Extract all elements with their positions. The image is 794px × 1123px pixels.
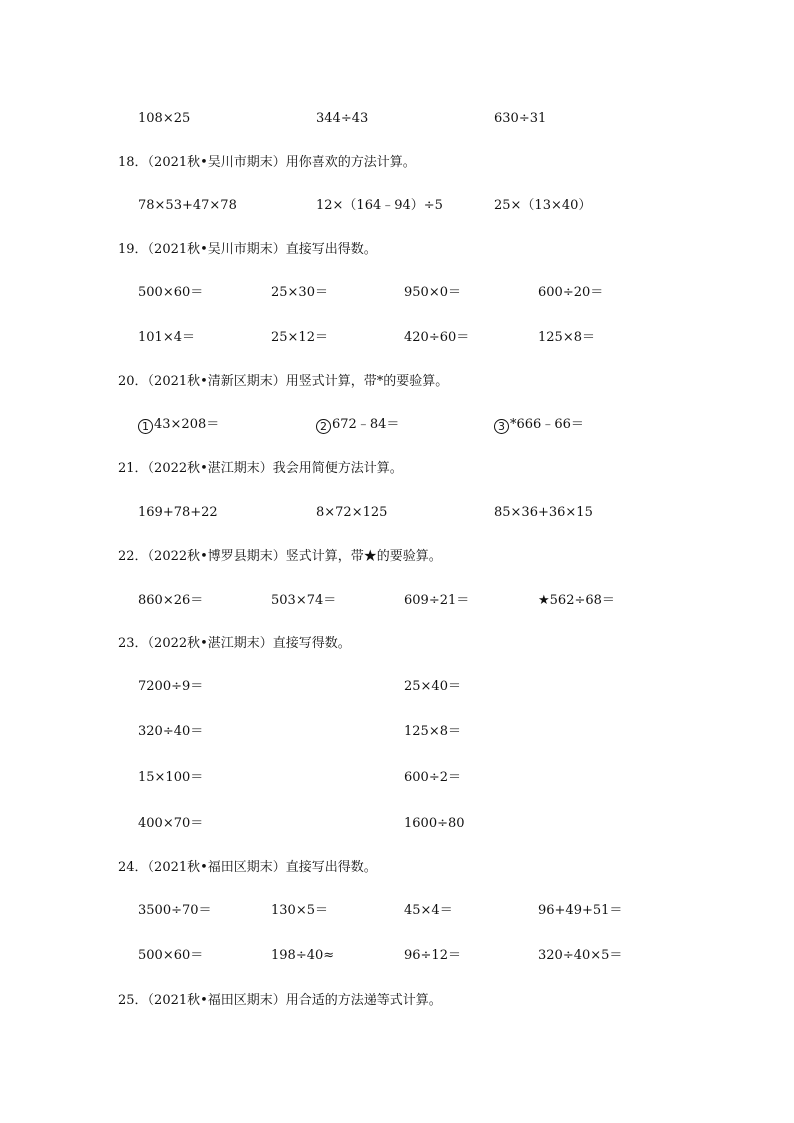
- expr-344d43: 344÷43: [316, 111, 369, 126]
- circled-number-icon: 2: [316, 419, 331, 434]
- q19-expr: 25×30＝: [271, 285, 328, 300]
- q24-expr: 198÷40≈: [271, 948, 335, 963]
- q19-expr: 101×4＝: [138, 330, 195, 345]
- q24-expr: 3500÷70＝: [138, 903, 212, 918]
- q19-expr: 420÷60＝: [404, 330, 470, 345]
- q21-expr: 8×72×125: [316, 505, 388, 520]
- q20-expr: 672﹣84＝: [332, 417, 400, 432]
- q21-expr: 169+78+22: [138, 505, 218, 520]
- q20-item-1: [138, 417, 219, 434]
- q24-expr: 45×4＝: [404, 903, 453, 918]
- q18-expr-1: 78×53+47×78: [138, 198, 237, 213]
- q21-expr: 85×36+36×15: [494, 505, 593, 520]
- q24-expr: 320÷40×5＝: [538, 948, 623, 963]
- circled-number-icon: 3: [494, 419, 509, 434]
- expr-630d31: 630÷31: [494, 111, 547, 126]
- q23-expr: 320÷40＝: [138, 724, 204, 739]
- q23-expr: 7200÷9＝: [138, 679, 204, 694]
- q20-expr: *666﹣66＝: [510, 417, 584, 432]
- q19-expr: 500×60＝: [138, 285, 204, 300]
- q22-expr: 860×26＝: [138, 593, 204, 608]
- q24-expr: 96+49+51＝: [538, 903, 623, 918]
- q23-expr: 600÷2＝: [404, 770, 461, 785]
- q24-expr: 130×5＝: [271, 903, 328, 918]
- q24-expr: 500×60＝: [138, 948, 204, 963]
- question-18-title: 18．（2021秋•吴川市期末）用你喜欢的方法计算。: [118, 155, 416, 170]
- question-20-title: 20．（2021秋•清新区期末）用竖式计算，带*的要验算。: [118, 374, 449, 389]
- star-icon: ★: [538, 593, 550, 608]
- q19-expr: 600÷20＝: [538, 285, 604, 300]
- q22-expr: 503×74＝: [271, 593, 337, 608]
- q19-expr: 25×12＝: [271, 330, 328, 345]
- question-22-title: 22．（2022秋•博罗县期末）竖式计算，带★的要验算。: [118, 549, 442, 564]
- expr-108x25: 108×25: [138, 111, 191, 126]
- circled-number-icon: 1: [138, 419, 153, 434]
- q19-expr: 125×8＝: [538, 330, 595, 345]
- q23-expr: 15×100＝: [138, 770, 204, 785]
- q20-item-3: [494, 417, 584, 434]
- question-23-title: 23．（2022秋•湛江期末）直接写得数。: [118, 636, 351, 651]
- q24-expr: 96÷12＝: [404, 948, 461, 963]
- q18-expr-3: 25×（13×40）: [494, 198, 592, 213]
- q18-expr-2: 12×（164﹣94）÷5: [316, 198, 443, 213]
- q20-expr: 43×208＝: [154, 417, 220, 432]
- question-19-title: 19．（2021秋•吴川市期末）直接写出得数。: [118, 242, 377, 257]
- q20-item-2: [316, 417, 399, 434]
- q23-expr: 25×40＝: [404, 679, 461, 694]
- q23-expr: 400×70＝: [138, 816, 204, 831]
- q23-expr: 1600÷80: [404, 816, 465, 831]
- q19-expr: 950×0＝: [404, 285, 461, 300]
- question-21-title: 21．（2022秋•湛江期末）我会用简便方法计算。: [118, 461, 403, 476]
- q23-expr: 125×8＝: [404, 724, 461, 739]
- q22-expr: 562÷68＝: [549, 593, 615, 608]
- q22-expr: 609÷21＝: [404, 593, 470, 608]
- question-24-title: 24．（2021秋•福田区期末）直接写出得数。: [118, 860, 377, 875]
- q22-starred-item: [538, 593, 615, 609]
- question-25-title: 25．（2021秋•福田区期末）用合适的方法递等式计算。: [118, 993, 442, 1008]
